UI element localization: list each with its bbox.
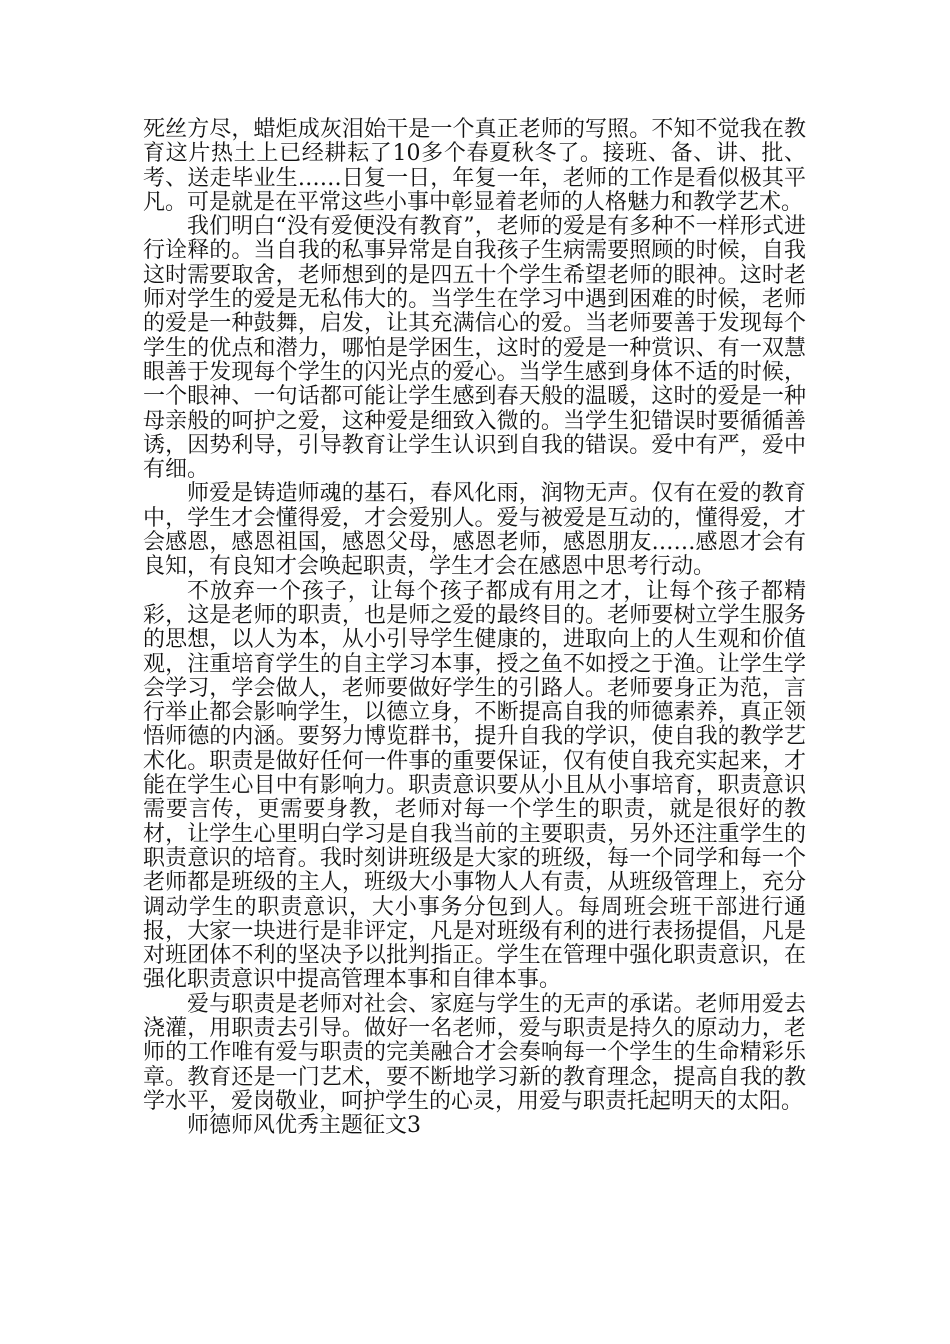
section-heading: 师德师风优秀主题征文3 <box>187 1113 421 1139</box>
paragraph-5: 爱与职责是老师对社会、家庭与学生的无声的承诺。老师用爱去浇灌，用职责去引导。做好一名老师，爱与职责是持久的原动力，老师的工作唯有爱与职责的完美融合才会奏响每一个学生的生命精彩乐章。教育还是一门艺术，要不断地学习新的教育理念，提高自我的教学水平，爱岗敬业，呵护学生的心灵，用爱与职责托起明天的太阳。 <box>143 991 806 1114</box>
paragraph-3: 师爱是铸造师魂的基石，春风化雨，润物无声。仅有在爱的教育中，学生才会懂得爱，才会爱别人。爱与被爱是互动的，懂得爱，才会感恩，感恩祖国，感恩父母，感恩老师，感恩朋友……感恩才会有良知，有良知才会唤起职责，学生才会在感恩中思考行动。 <box>143 481 806 580</box>
document-page <box>143 118 806 1138</box>
paragraph-4: 不放弃一个孩子，让每个孩子都成有用之才，让每个孩子都精彩，这是老师的职责，也是师之爱的最终目的。老师要树立学生服务的思想，以人为本，从小引导学生健康的，进取向上的人生观和价值观，注重培育学生的自主学习本事，授之鱼不如授之于渔。让学生学会学习，学会做人，老师要做好学生的引路人。老师要身正为范，言行举止都会影响学生，以德立身，不断提高自我的师德素养，真正领悟师德的内涵。要努力博览群书，提升自我的学识，使自我的教学艺术化。职责是做好任何一件事的重要保证，仅有使自我充实起来，才能在学生心目中有影响力。职责意识要从小且从小事培育，职责意识需要言传，更需要身教，老师对每一个学生的职责，就是很好的教材，让学生心里明白学习是自我当前的主要职责，另外还注重学生的职责意识的培育。我时刻讲班级是大家的班级，每一个同学和每一个老师都是班级的主人，班级大小事物人人有责，从班级管理上，充分调动学生的职责意识，大小事务分包到人。每周班会班干部进行通报，大家一块进行是非评定，凡是对班级有利的进行表扬提倡，凡是对班团体不利的坚决予以批判指正。学生在管理中强化职责意识，在强化职责意识中提高管理本事和自律本事。 <box>143 578 806 993</box>
paragraph-2: 我们明白“没有爱便没有教育”，老师的爱是有多种不一样形式进行诠释的。当自我的私事异常是自我孩子生病需要照顾的时候，自我这时需要取舍，老师想到的是四五十个学生希望老师的眼神。这时老师对学生的爱是无私伟大的。当学生在学习中遇到困难的时候，老师的爱是一种鼓舞，启发，让其充满信心的爱。当老师要善于发现每个学生的优点和潜力，哪怕是学困生，这时的爱是一种赏识、有一双慧眼善于发现每个学生的闪光点的爱心。当学生感到身体不适的时候，一个眼神、一句话都可能让学生感到春天般的温暖，这时的爱是一种母亲般的呵护之爱，这种爱是细致入微的。当学生犯错误时要循循善诱，因势利导，引导教育让学生认识到自我的错误。爱中有严，爱中有细。 <box>143 214 806 483</box>
paragraph-1: 死丝方尽，蜡炬成灰泪始干是一个真正老师的写照。不知不觉我在教育这片热土上已经耕耘了10多个春夏秋冬了。接班、备、讲、批、考、送走毕业生……日复一日，年复一年，老师的工作是看似极其平凡。可是就是在平常这些小事中彰显着老师的人格魅力和教学艺术。 <box>143 117 806 215</box>
